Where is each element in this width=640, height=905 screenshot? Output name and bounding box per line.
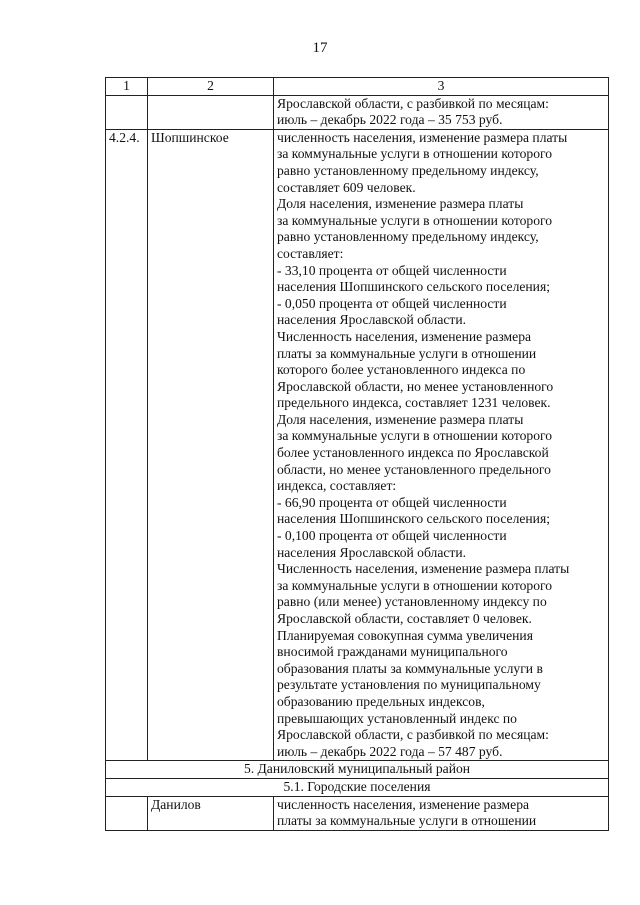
text-line: численность населения, изменение размера (277, 796, 530, 812)
table-row-danilov (106, 796, 609, 830)
text-line: населения Ярославской области. (277, 544, 467, 560)
row-text-cell (274, 95, 609, 129)
text-line: которого более установленного индекса по (277, 362, 526, 378)
row-text-cell (274, 129, 609, 761)
text-line: за коммунальные услуги в отношении которого (277, 146, 553, 162)
text-line: образования платы за коммунальные услуги в (277, 660, 543, 676)
header-col-1: 1 (106, 78, 148, 96)
text-line: Ярославской области, составляет 0 человек. (277, 611, 532, 626)
section-heading-row (106, 761, 609, 779)
text-line: Планируемая совокупная сумма увеличения (277, 627, 533, 643)
page-number: 17 (312, 40, 328, 56)
row-name-cell (148, 95, 274, 129)
text-line: - 0,100 процента от общей численности (277, 528, 507, 544)
text-line: равно установленному предельному индексу, (277, 229, 539, 245)
subsection-heading: 5.1. Городские поселения (106, 778, 609, 796)
text-line: Ярославской области, но менее установленного (277, 378, 554, 394)
text-line: Доля населения, изменение размера платы (277, 196, 524, 212)
text-line: Ярославской области, с разбивкой по месяцам: (277, 727, 549, 743)
table-row-continuation (106, 95, 609, 129)
text-line: за коммунальные услуги в отношении которого (277, 577, 553, 593)
table-row-shopshinskoe (106, 129, 609, 761)
header-col-2: 2 (148, 78, 274, 96)
text-line: июль – декабрь 2022 года – 57 487 руб. (277, 743, 503, 759)
text-line: составляет: (277, 245, 344, 261)
text-line: результате установления по муниципальному (277, 677, 541, 693)
table-header-row (106, 78, 609, 96)
text-line: населения Ярославской области. (277, 312, 467, 328)
text-line: - 33,10 процента от общей численности (277, 262, 507, 278)
text-line: июль – декабрь 2022 года – 35 753 руб. (277, 112, 503, 128)
text-line: населения Шопшинского сельского поселения; (277, 511, 550, 527)
row-name-cell: Шопшинское (148, 129, 274, 761)
indices-table (105, 77, 609, 831)
text-line: - 66,90 процента от общей численности (277, 494, 507, 510)
text-line: платы за коммунальные услуги в отношении (277, 345, 537, 361)
text-line: вносимой гражданами муниципального (277, 644, 508, 660)
text-line: Численность населения, изменение размера (277, 328, 532, 344)
text-line: области, но менее установленного предельного (277, 461, 551, 477)
row-text-cell (274, 796, 609, 830)
text-line: составляет 609 человек. (277, 179, 416, 195)
text-line: Доля населения, изменение размера платы (277, 411, 524, 427)
row-name-cell: Данилов (148, 796, 274, 830)
text-line: - 0,050 процента от общей численности (277, 295, 507, 311)
text-line: населения Шопшинского сельского поселения; (277, 279, 550, 295)
header-col-3: 3 (274, 78, 609, 96)
section-heading: 5. Даниловский муниципальный район (106, 761, 609, 779)
subsection-heading-row (106, 778, 609, 796)
text-line: платы за коммунальные услуги в отношении (277, 813, 537, 829)
text-line: Численность населения, изменение размера платы (277, 561, 570, 577)
text-line: равно (или менее) установленному индексу по (277, 594, 547, 610)
text-line: индекса, составляет: (277, 478, 397, 494)
row-number-cell (106, 796, 148, 830)
text-line: превышающих установленный индекс по (277, 710, 517, 726)
text-line: за коммунальные услуги в отношении которого (277, 428, 553, 444)
row-number-cell (106, 95, 148, 129)
text-line: образованию предельных индексов, (277, 693, 485, 709)
text-line: равно установленному предельному индексу, (277, 162, 539, 178)
text-line: предельного индекса, составляет 1231 человек. (277, 395, 551, 411)
text-line: за коммунальные услуги в отношении которого (277, 212, 553, 228)
text-line: численность населения, изменение размера платы (277, 129, 568, 145)
text-line: более установленного индекса по Ярославской (277, 445, 549, 461)
text-line: Ярославской области, с разбивкой по месяцам: (277, 95, 549, 111)
row-number-cell: 4.2.4. (106, 129, 148, 761)
